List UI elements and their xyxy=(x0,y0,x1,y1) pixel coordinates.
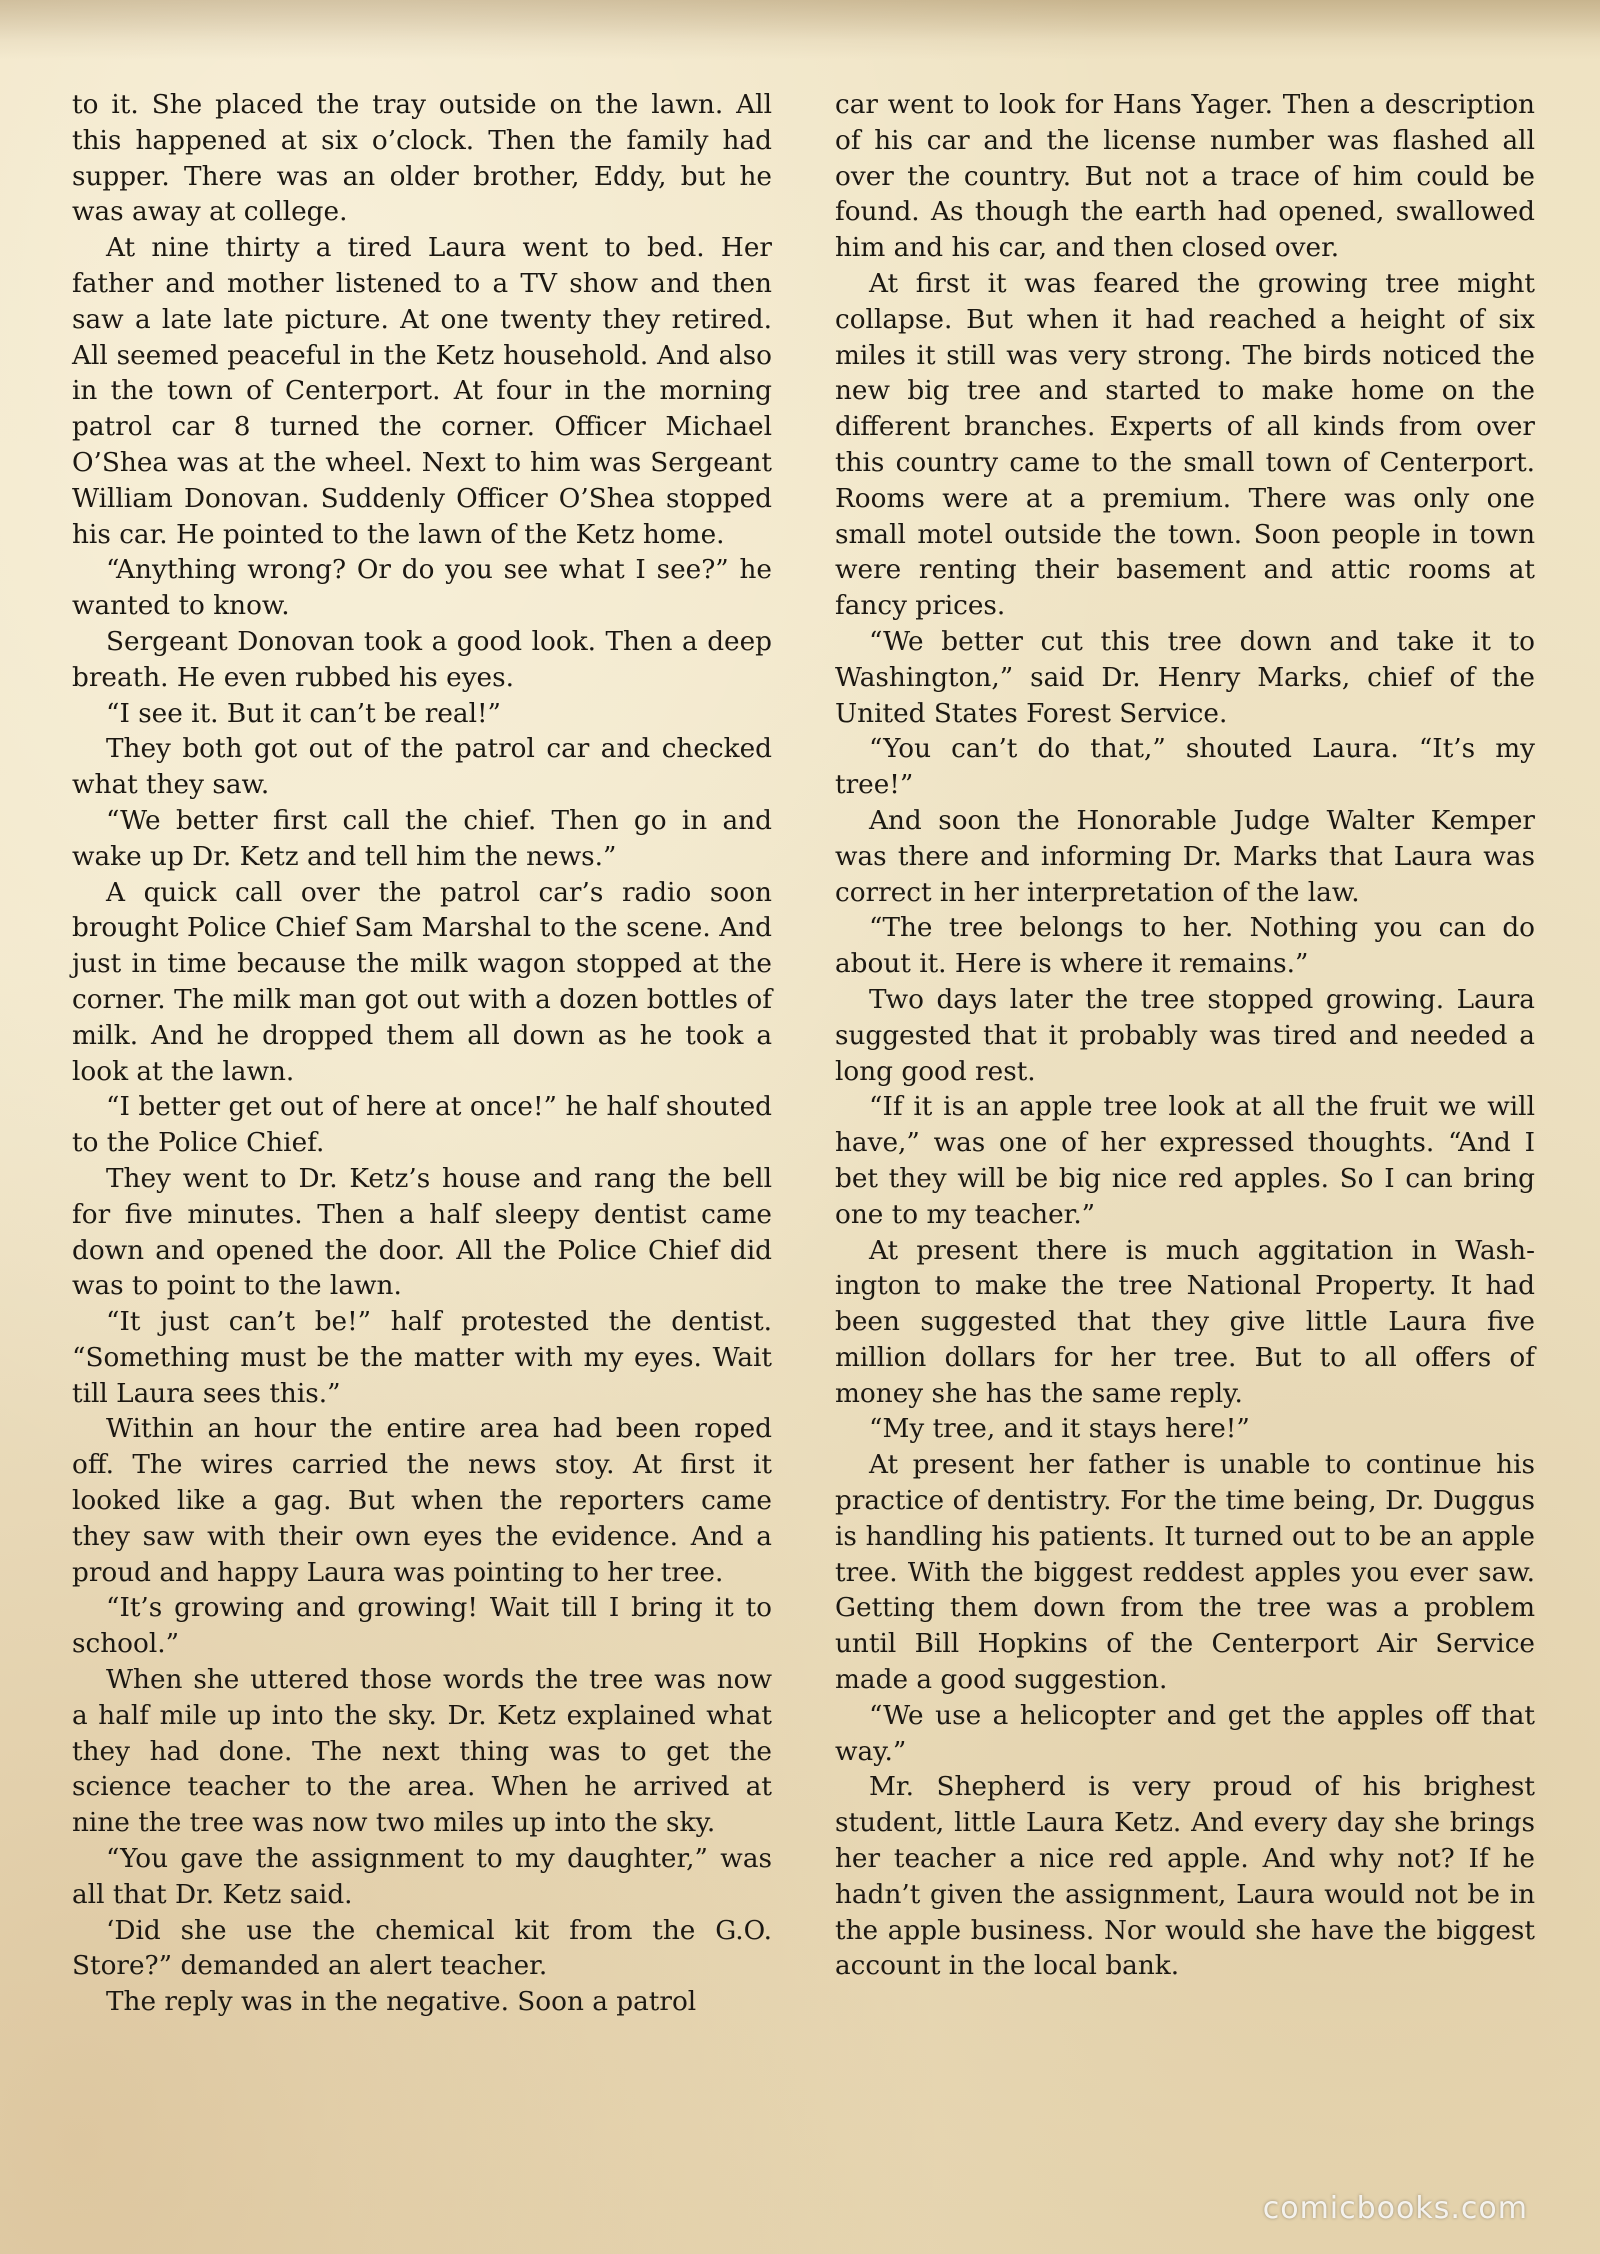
paragraph: They both got out of the patrol car and checked what they saw. xyxy=(72,734,772,801)
paragraph: At first it was feared the growing tree might collapse. But when it had reached a height of six miles it still was very strong. The birds noticed the new big tree and started to make home on the different branches. Experts of all kinds from over this country came to the small town of Centerport. Rooms were at a premium. There was only one small motel outside the town. Soon people in town were renting their basement and attic rooms at fancy prices. xyxy=(835,268,1535,622)
paragraph: “We use a helicopter and get the apples off that way.” xyxy=(835,1700,1535,1767)
paragraph: Sergeant Donovan took a good look. Then a deep breath. He even rubbed his eyes. xyxy=(72,626,772,693)
paragraph: Mr. Shepherd is very proud of his brighest student, little Laura Ketz. And every day she brings her teacher a nice red apple. And why not? If he hadn’t given the assignment, Laura would not be in the apple business. Nor would she have the biggest account in the local bank. xyxy=(835,1772,1535,1982)
paragraph: At present there is much aggitation in Washington to make the tree National Property. It had been suggested that they give little Laura five million dollars for her tree. But to all offers of money she has the same reply. xyxy=(835,1235,1535,1409)
paragraph: Two days later the tree stopped growing. Laura suggested that it probably was tired and needed a long good rest. xyxy=(835,984,1535,1087)
paragraph: “I better get out of here at once!” he half shouted to the Police Chief. xyxy=(72,1092,772,1159)
paragraph: car went to look for Hans Yager. Then a description of his car and the license number was flashed all over the country. But not a trace of him could be found. As though the earth had opened, swallowed him and his car, and then closed over. xyxy=(835,90,1535,264)
paragraph: “We better cut this tree down and take it to Washington,” said Dr. Henry Marks, chief of the United States Forest Service. xyxy=(835,626,1535,729)
paragraph: At present her father is unable to continue his practice of dentistry. For the time being, Dr. Duggus is handling his patients. It turned out to be an apple tree. With the biggest reddest apples you ever saw. Getting them down from the tree was a problem until Bill Hopkins of the Centerport Air Service made a good suggestion. xyxy=(835,1450,1535,1696)
page-edge-shadow xyxy=(0,0,1600,60)
paragraph: “I see it. But it can’t be real!” xyxy=(106,698,502,729)
paragraph: The reply was in the negative. Soon a patrol xyxy=(106,1987,697,2018)
paragraph: At nine thirty a tired Laura went to bed. Her father and mother listened to a TV show and then saw a late late picture. At one twenty they retired. All seemed peaceful in the Ketz household. And also in the town of Centerport. At four in the morning patrol car 8 turned the corner. Officer Michael O’Shea was at the wheel. Next to him was Sergeant William Donovan. Suddenly Officer O’Shea stopped his car. He pointed to the lawn of the Ketz home. xyxy=(72,233,772,550)
paragraph: And soon the Honorable Judge Walter Kemper was there and informing Dr. Marks that Laura was correct in her interpretation of the law. xyxy=(835,805,1535,908)
paragraph: When she uttered those words the tree was now a half mile up into the sky. Dr. Ketz explained what they had done. The next thing was to get the science teacher to the area. When he arrived at nine the tree was now two miles up into the sky. xyxy=(72,1665,772,1839)
paragraph: “It just can’t be!” half protested the dentist. “Something must be the matter with my eyes. Wait till Laura sees this.” xyxy=(72,1307,772,1409)
paragraph: ‘Did she use the chemical kit from the G.O. Store?” demanded an alert teacher. xyxy=(72,1915,772,1982)
paragraph: A quick call over the patrol car’s radio soon brought Police Chief Sam Marshal to the scene. And just in time because the milk wagon stopped at the corner. The milk man got out with a dozen bottles of milk. And he dropped them all down as he took a look at the lawn. xyxy=(72,877,772,1087)
paragraph: They went to Dr. Ketz’s house and rang the bell for five minutes. Then a half sleepy dentist came down and opened the door. All the Police Chief did was to point to the lawn. xyxy=(72,1163,772,1302)
text-column-right xyxy=(835,88,1535,1985)
site-watermark: comicbooks.com xyxy=(1262,2191,1528,2226)
paragraph: Within an hour the entire area had been roped off. The wires carried the news stoy. At first it looked like a gag. But when the reporters came they saw with their own eyes the evidence. And a proud and happy Laura was pointing to her tree. xyxy=(72,1414,772,1588)
paragraph: “If it is an apple tree look at all the fruit we will have,” was one of her expressed thoughts. “And I bet they will be big nice red apples. So I can bring one to my teacher.” xyxy=(835,1092,1535,1230)
paragraph: to it. She placed the tray outside on the lawn. All this happened at six o’clock. Then the family had supper. There was an older brother, Eddy, but he was away at college. xyxy=(72,90,772,228)
paragraph: “You gave the assignment to my daughter,” was all that Dr. Ketz said. xyxy=(72,1844,772,1910)
text-column-left xyxy=(72,88,772,2021)
paragraph: “Anything wrong? Or do you see what I see?” he wanted to know. xyxy=(72,555,772,622)
paragraph: “You can’t do that,” shouted Laura. “It’s my tree!” xyxy=(835,734,1535,801)
paragraph: “My tree, and it stays here!” xyxy=(869,1414,1250,1445)
paragraph: “The tree belongs to her. Nothing you can do about it. Here is where it remains.” xyxy=(835,913,1535,980)
paragraph: “It’s growing and growing! Wait till I bring it to school.” xyxy=(72,1593,772,1660)
paragraph: “We better first call the chief. Then go in and wake up Dr. Ketz and tell him the news.” xyxy=(72,805,772,872)
